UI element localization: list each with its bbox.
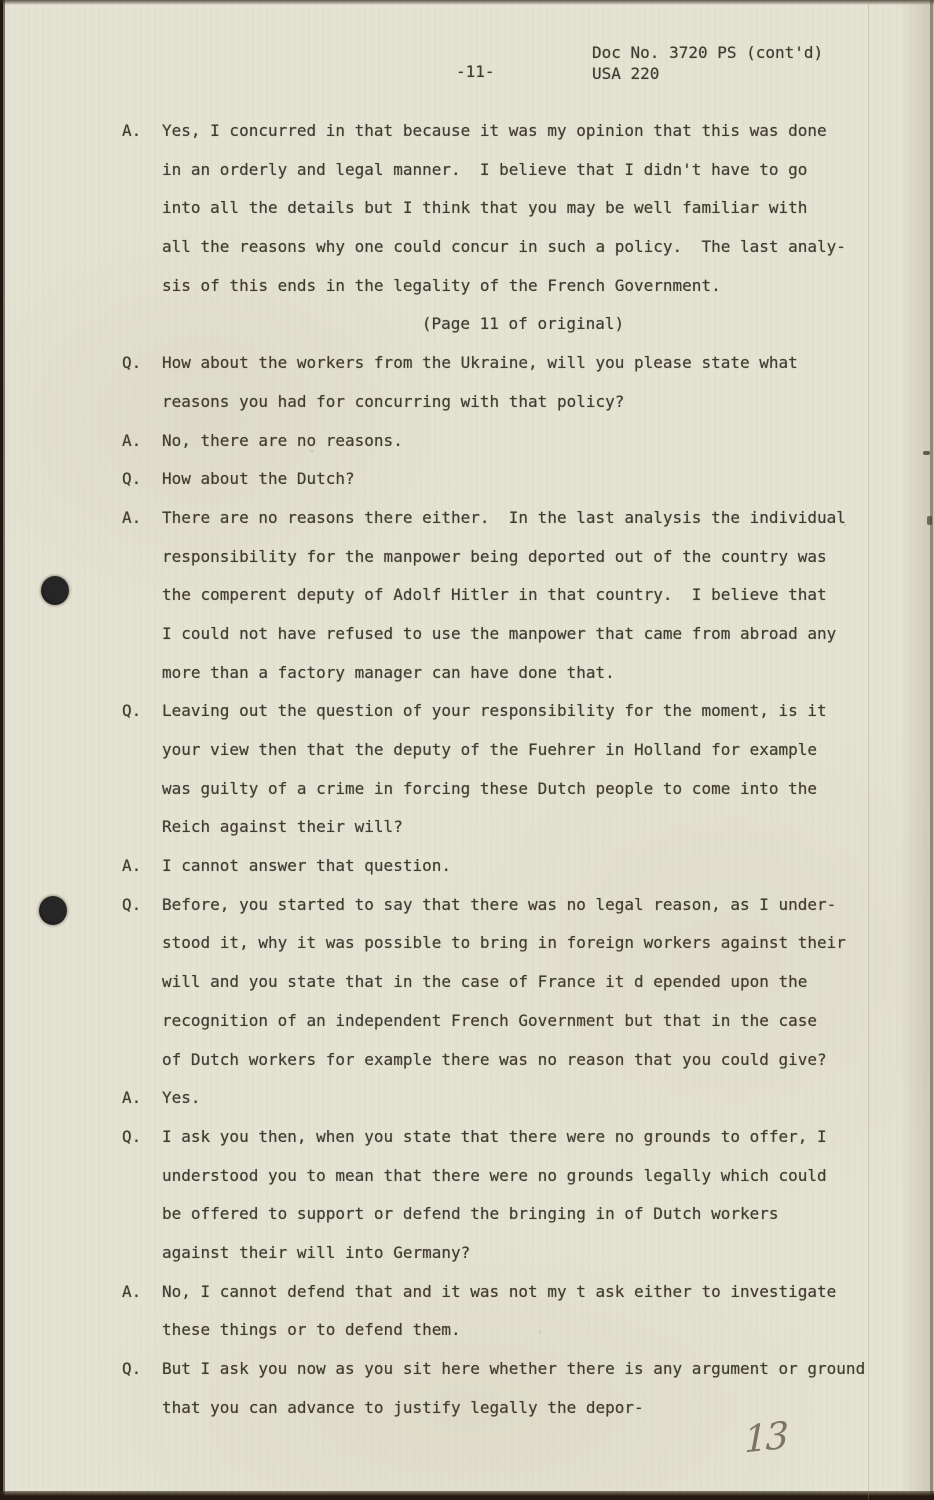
line-text: was guilty of a crime in forcing these Dutch people to come into the [162, 778, 818, 798]
line-text: all the reasons why one could concur in such a policy. The last analy- [162, 237, 846, 257]
line-text: No, there are no reasons. [162, 430, 403, 450]
doc-number: Doc No. 3720 PS (cont'd) [592, 43, 824, 62]
transcript-line [122, 1195, 924, 1234]
line-text: Reich against their will? [162, 817, 403, 837]
line-text: against their will into Germany? [162, 1242, 471, 1262]
transcript-line [122, 1118, 924, 1157]
line-text: be offered to support or defend the bringing in of Dutch workers [162, 1204, 779, 1224]
transcript-line [122, 189, 924, 228]
transcript-line [122, 808, 924, 847]
transcript-lines [122, 112, 924, 1427]
line-text: in an orderly and legal manner. I believe that I didn't have to go [162, 159, 808, 179]
line-text: reasons you had for concurring with that policy? [162, 391, 625, 411]
transcript-line [122, 963, 924, 1002]
ink-speck [923, 451, 930, 455]
line-text: How about the Dutch? [162, 469, 355, 489]
handwritten-page-mark: 13 [744, 1413, 787, 1462]
transcript-line [122, 1079, 924, 1118]
scan-edge-top [0, 0, 934, 5]
transcript-line [122, 615, 924, 654]
transcript-line [122, 112, 924, 151]
speaker-label: Q. [122, 894, 142, 914]
speaker-label: Q. [122, 469, 142, 489]
speaker-label: Q. [122, 353, 142, 373]
line-text: sis of this ends in the legality of the French Government. [162, 275, 721, 295]
line-text: I ask you then, when you state that there were no grounds to offer, I [162, 1126, 827, 1146]
line-text: I could not have refused to use the manpower that came from abroad any [162, 623, 837, 643]
transcript-line [122, 1157, 924, 1196]
transcript-line [122, 1350, 924, 1389]
transcript-line [122, 383, 924, 422]
transcript-line [122, 1311, 924, 1350]
line-text: responsibility for the manpower being deported out of the country was [162, 546, 827, 566]
transcript-line [122, 1002, 924, 1041]
page-number: -11- [456, 62, 495, 81]
scan-edge-right-line [930, 0, 933, 1500]
transcript-line [122, 460, 924, 499]
document-header [592, 42, 823, 84]
line-text: No, I cannot defend that and it was not my t ask either to investigate [162, 1281, 837, 1301]
line-text: into all the details but I think that you may be well familiar with [162, 198, 808, 218]
transcript-line [122, 576, 924, 615]
transcript-line [122, 1389, 924, 1428]
line-text: more than a factory manager can have done that. [162, 662, 615, 682]
speaker-label: Q. [122, 1126, 142, 1146]
line-text: Before, you started to say that there was no legal reason, as I under- [162, 894, 837, 914]
line-text: How about the workers from the Ukraine, will you please state what [162, 353, 798, 373]
scan-edge-left [0, 0, 6, 1500]
transcript-line [122, 538, 924, 577]
speaker-label: Q. [122, 1359, 142, 1378]
speaker-label: A. [122, 121, 142, 140]
line-text: There are no reasons there either. In the last analysis the individual [162, 507, 846, 527]
line-text: will and you state that in the case of France it d epended upon the [162, 972, 808, 992]
transcript-line [122, 422, 924, 461]
line-text: (Page 11 of original) [421, 314, 625, 334]
transcript-line [122, 344, 924, 383]
hole-punch [39, 896, 67, 925]
transcript-line [122, 654, 924, 693]
scan-edge-bottom [0, 1491, 934, 1500]
line-text: these things or to defend them. [162, 1320, 461, 1340]
transcript-line [122, 151, 924, 190]
transcript-line [122, 267, 924, 306]
line-text: the comperent deputy of Adolf Hitler in that country. I believe that [162, 585, 827, 605]
speaker-label: A. [122, 856, 142, 876]
transcript-line [122, 1273, 924, 1312]
transcript-line [122, 1234, 924, 1273]
speaker-label: A. [122, 430, 142, 450]
line-text: Leaving out the question of your responsibility for the moment, is it [162, 701, 827, 721]
hole-punch [41, 576, 69, 605]
transcript-line [122, 1041, 924, 1080]
line-text: Yes, I concurred in that because it was my opinion that this was done [162, 121, 827, 140]
line-text: understood you to mean that there were no grounds legally which could [162, 1165, 827, 1185]
transcript-line [122, 228, 924, 267]
line-text: recognition of an independent French Government but that in the case [162, 1010, 818, 1030]
transcript-line [122, 770, 924, 809]
transcript-line [122, 886, 924, 925]
transcript-line [122, 692, 924, 731]
transcript-line [122, 499, 924, 538]
ink-speck [927, 516, 932, 525]
speaker-label: A. [122, 507, 142, 527]
speaker-label: A. [122, 1088, 142, 1108]
speaker-label: A. [122, 1281, 142, 1301]
line-text: But I ask you now as you sit here whether there is any argument or ground [162, 1359, 866, 1378]
transcript-line [122, 924, 924, 963]
line-text: your view then that the deputy of the Fuehrer in Holland for example [162, 740, 818, 759]
line-text: stood it, why it was possible to bring in foreign workers against their [162, 933, 846, 953]
transcript-line [122, 731, 924, 770]
transcript-line [122, 847, 924, 886]
line-text: that you can advance to justify legally the depor- [162, 1397, 644, 1417]
line-text: of Dutch workers for example there was no reason that you could give? [162, 1049, 827, 1069]
exhibit-number: USA 220 [592, 64, 660, 83]
speaker-label: Q. [122, 701, 142, 721]
transcript-line [122, 305, 924, 344]
line-text: Yes. [162, 1088, 201, 1108]
line-text: I cannot answer that question. [162, 856, 451, 876]
